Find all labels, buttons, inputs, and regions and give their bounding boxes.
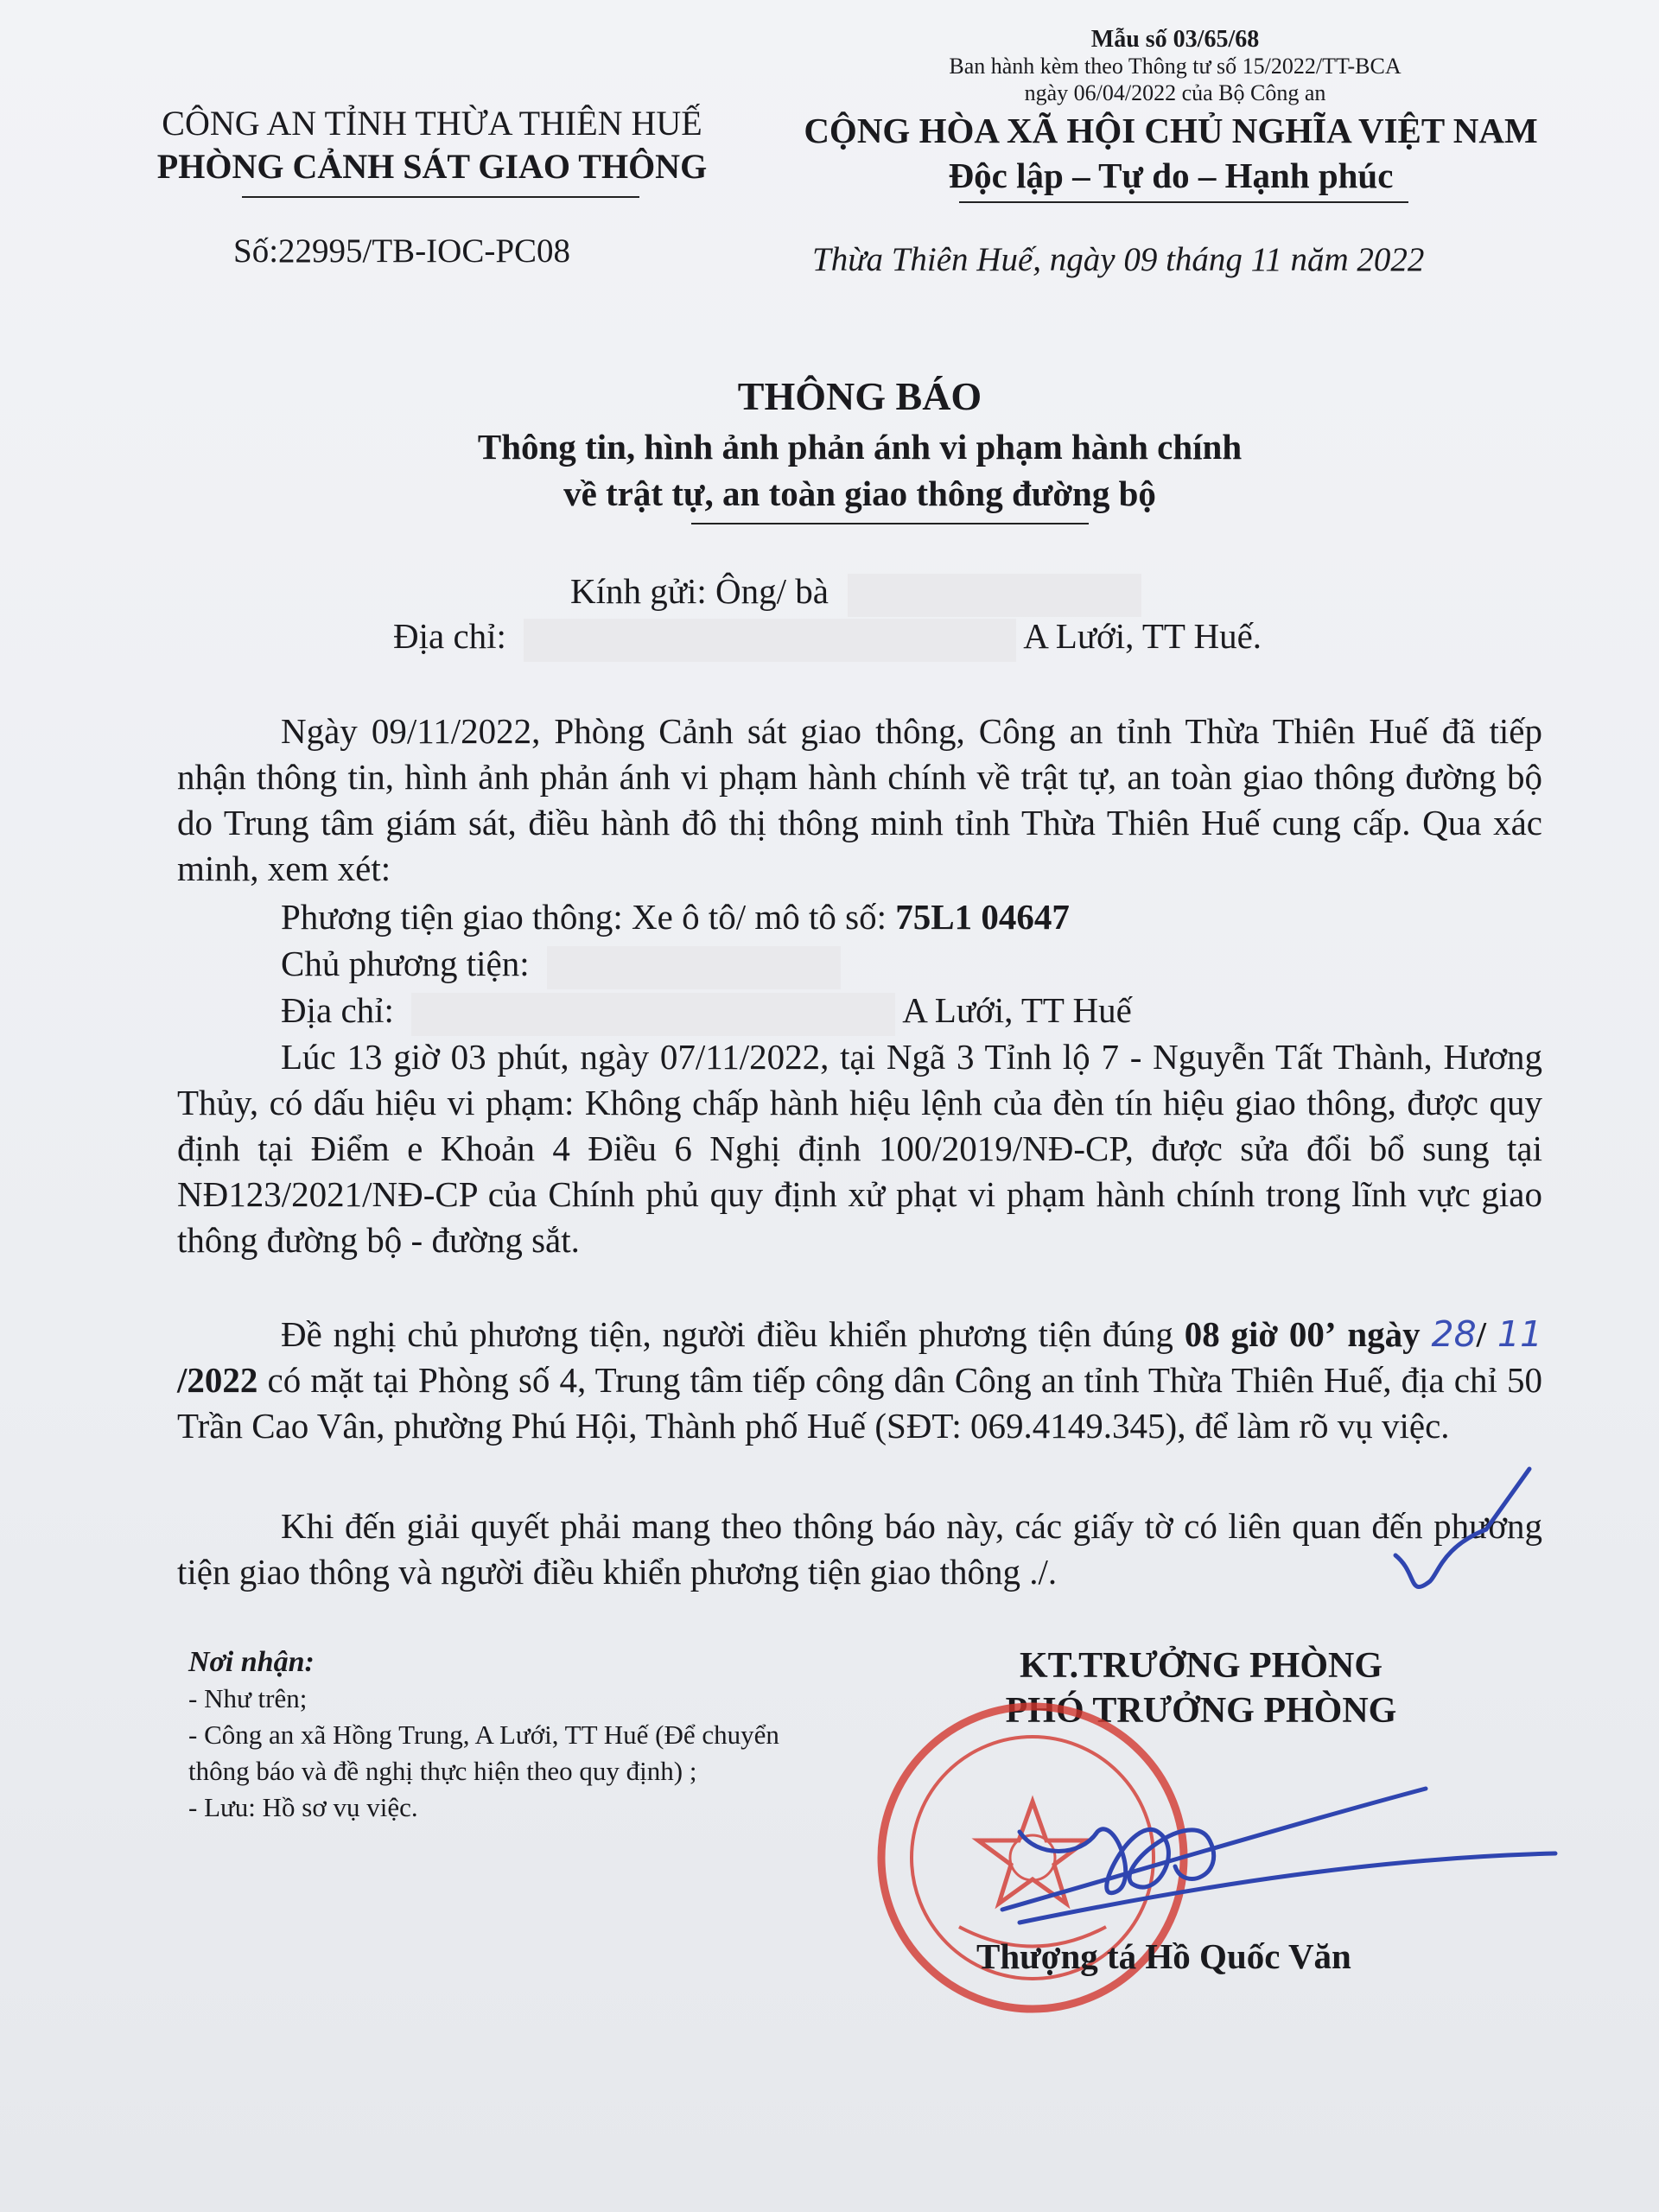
address-line xyxy=(393,615,1262,662)
nation-motto: Độc lập – Tự do – Hạnh phúc xyxy=(948,156,1394,195)
address-label: Địa chỉ: xyxy=(393,616,506,656)
summons-year: /2022 xyxy=(177,1360,258,1400)
redacted-name xyxy=(848,574,1141,617)
form-code-block xyxy=(804,26,1547,106)
motto-underline xyxy=(959,201,1408,203)
redacted-address xyxy=(524,619,1016,662)
form-number: Mẫu số 03/65/68 xyxy=(1090,26,1260,53)
place-date: Thừa Thiên Huế, ngày 09 tháng 11 năm 2022 xyxy=(812,241,1425,278)
document-subtitle xyxy=(0,423,1659,517)
summons-day-label: ngày xyxy=(1347,1314,1421,1354)
recipients-heading: Nơi nhận: xyxy=(188,1646,315,1678)
handwritten-month: 11 xyxy=(1497,1313,1543,1355)
owner-address-tail: A Lưới, TT Huế xyxy=(902,990,1132,1030)
signatory-line-1: KT.TRƯỞNG PHÒNG xyxy=(1020,1646,1382,1686)
subtitle-line-1: Thông tin, hình ảnh phản ánh vi phạm hành chính xyxy=(477,427,1243,467)
agency-parent: CÔNG AN TỈNH THỪA THIÊN HUẾ xyxy=(162,104,702,143)
date-separator: / xyxy=(1476,1314,1487,1354)
redacted-owner xyxy=(547,946,841,989)
summons-location: có mặt tại Phòng số 4, Trung tâm tiếp công dân Công an tỉnh Thừa Thiên Huế, địa chỉ 50 Trần Cao Vân, phường Phú Hội, Thành phố Huế (SĐT: 069.4149.345), để làm rõ vụ việc. xyxy=(177,1360,1543,1446)
vehicle-label: Phương tiện giao thông: Xe ô tô/ mô tô số: xyxy=(281,897,887,937)
redacted-owner-address xyxy=(411,993,895,1036)
summons-time: 08 giờ 00’ xyxy=(1184,1314,1337,1354)
addressee-line xyxy=(570,570,1141,617)
signatory-line-2: PHÓ TRƯỞNG PHÒNG xyxy=(1005,1691,1397,1731)
owner-line xyxy=(281,943,841,989)
owner-address-label: Địa chỉ: xyxy=(281,990,394,1030)
form-issued-by: Ban hành kèm theo Thông tư số 15/2022/TT-BCA xyxy=(949,54,1402,79)
paragraph-receipt: Ngày 09/11/2022, Phòng Cảnh sát giao thông, Công an tỉnh Thừa Thiên Huế đã tiếp nhận thông tin, hình ảnh phản ánh vi phạm hành chính về trật tự, an toàn giao thông đường bộ do Trung tâm giám sát, điều hành đô thị thông minh tỉnh Thừa Thiên Huế cung cấp. Qua xác minh, xem xét: xyxy=(177,711,1542,888)
greeting: Kính gửi: Ông/ bà xyxy=(570,571,829,611)
paragraph-summons xyxy=(177,1312,1542,1449)
agency-underline xyxy=(242,196,639,198)
form-issued-date: ngày 06/04/2022 của Bộ Công an xyxy=(1024,80,1326,105)
recipient-item: - Công an xã Hồng Trung, A Lưới, TT Huế (Để chuyển thông báo và đề nghị thực hiện theo quy định) ; xyxy=(188,1719,779,1786)
agency-header xyxy=(121,102,743,188)
signatory-title xyxy=(959,1643,1443,1733)
title-underline xyxy=(691,523,1089,524)
document-title: THÔNG BÁO xyxy=(737,374,982,418)
recipient-item: - Như trên; xyxy=(188,1683,308,1713)
subtitle-line-2: về trật tự, an toàn giao thông đường bộ xyxy=(563,474,1156,513)
signer-name: Thượng tá Hồ Quốc Văn xyxy=(976,1936,1351,1976)
vehicle-line xyxy=(281,896,1070,938)
handwritten-day: 28 xyxy=(1431,1313,1477,1355)
owner-label: Chủ phương tiện: xyxy=(281,944,530,983)
recipient-item: - Lưu: Hồ sơ vụ việc. xyxy=(188,1792,418,1822)
owner-address-line xyxy=(281,989,1132,1036)
agency-department: PHÒNG CẢNH SÁT GIAO THÔNG xyxy=(156,147,708,186)
paragraph-documents: Khi đến giải quyết phải mang theo thông báo này, các giấy tờ có liên quan đến phương tiện giao thông và người điều khiển phương tiện giao thông ./. xyxy=(177,1506,1542,1592)
license-plate: 75L1 04647 xyxy=(895,897,1070,937)
national-header xyxy=(769,108,1573,198)
signature-scribble-icon xyxy=(1002,1789,1555,1923)
paragraph-violation: Lúc 13 giờ 03 phút, ngày 07/11/2022, tại Ngã 3 Tỉnh lộ 7 - Nguyễn Tất Thành, Hương Thủy, có dấu hiệu vi phạm: Không chấp hành hiệu lệnh của đèn tín hiệu giao thông, được quy định tại Điểm e Khoản 4 Điều 6 Nghị định 100/2019/NĐ-CP, được sửa đổi bổ sung tại NĐ123/2021/NĐ-CP của Chính phủ quy định xử phạt vi phạm hành chính trong lĩnh vực giao thông đường bộ - đường sắt. xyxy=(177,1037,1542,1260)
address-tail: A Lưới, TT Huế. xyxy=(1023,616,1262,656)
recipients-block xyxy=(188,1644,845,1826)
summons-text: Đề nghị chủ phương tiện, người điều khiển phương tiện đúng xyxy=(281,1314,1173,1354)
nation-name: CỘNG HÒA XÃ HỘI CHỦ NGHĨA VIỆT NAM xyxy=(804,111,1538,150)
document-number: Số:22995/TB-IOC-PC08 xyxy=(233,232,571,270)
